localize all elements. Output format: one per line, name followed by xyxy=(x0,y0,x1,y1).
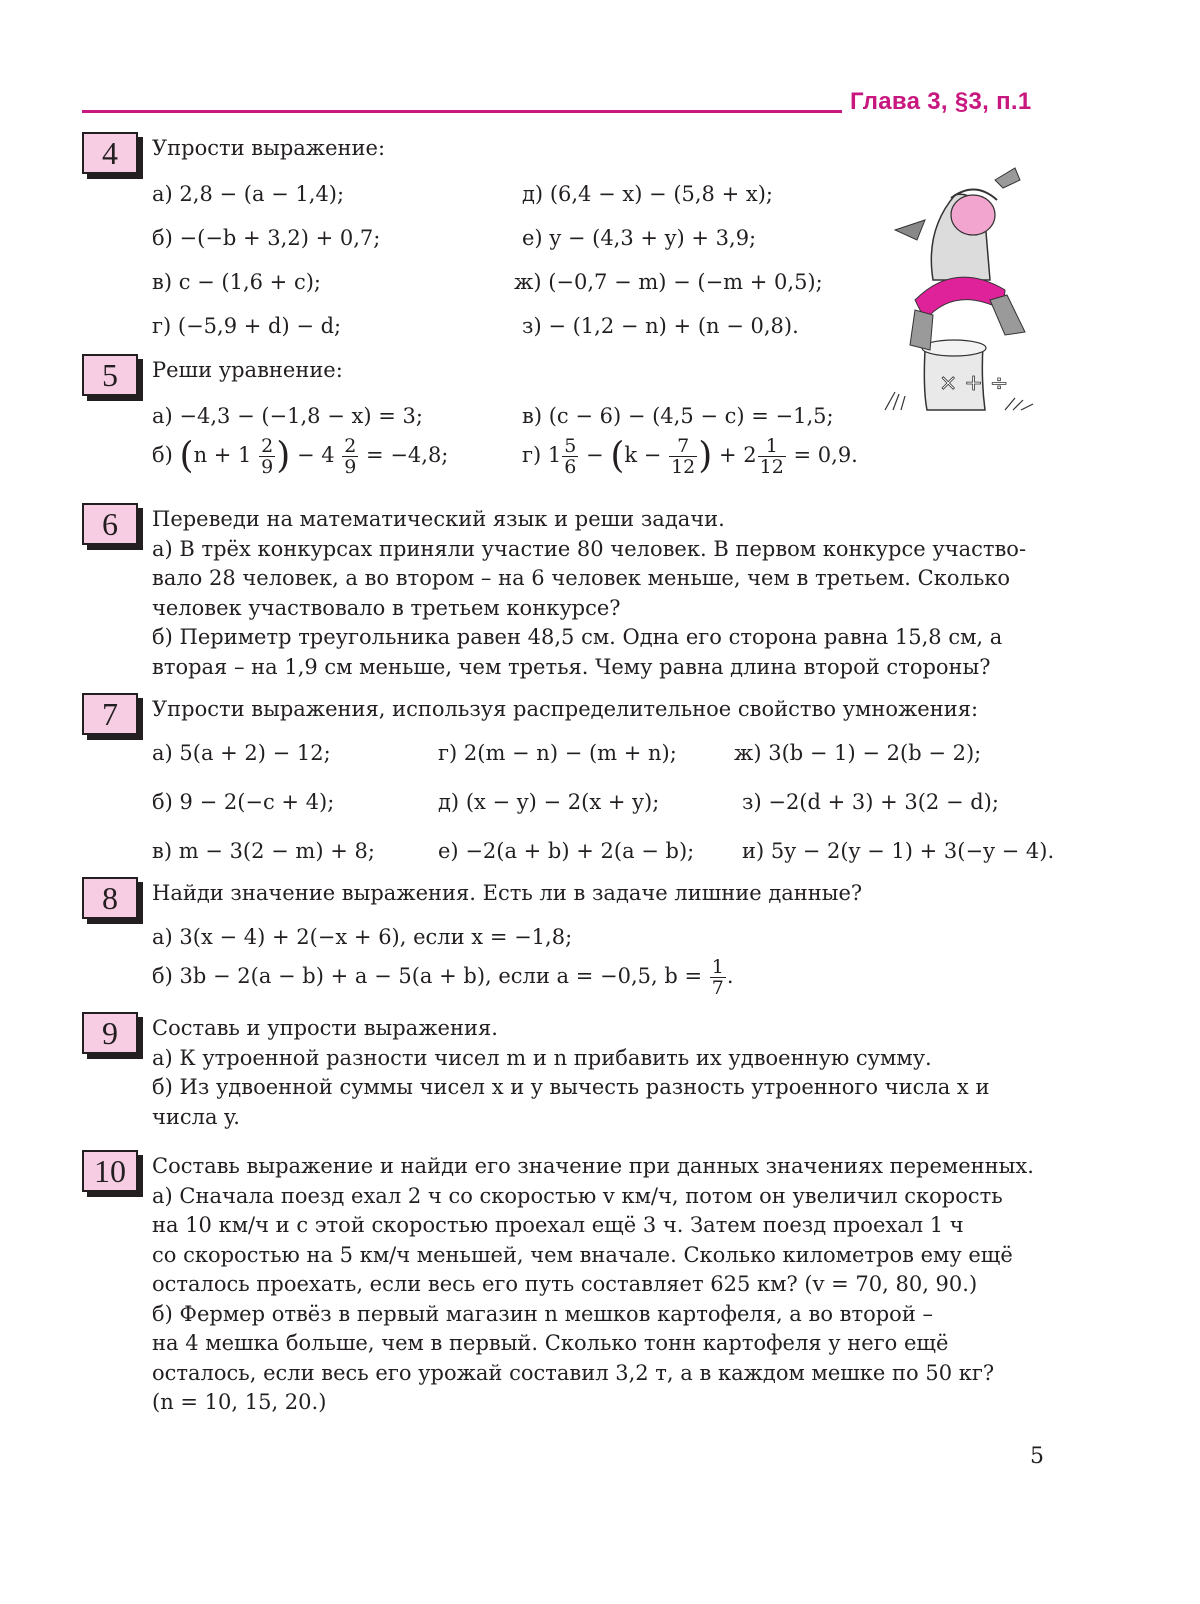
expression: m − 3(2 − m) + 8; xyxy=(178,838,375,863)
item-label: а) xyxy=(152,181,173,206)
item-label: д) xyxy=(438,789,460,814)
task-number-box: 8 xyxy=(82,877,138,919)
exercise-grid xyxy=(152,909,1072,1009)
exercise-item xyxy=(522,180,773,210)
chapter-header: Глава 3, §3, п.1 xyxy=(850,88,1032,115)
expression: y − (4,3 + y) + 3,9; xyxy=(549,225,757,250)
numerator: 7 xyxy=(669,436,697,457)
item-label: в) xyxy=(522,403,543,428)
expression: −2(d + 3) + 3(2 − d); xyxy=(768,789,999,814)
expression: −2(a + b) + 2(a − b); xyxy=(465,838,695,863)
item-label: и) xyxy=(742,838,765,863)
text-line: на 4 мешка больше, чем в первый. Сколько тонн картофеля у него ещё xyxy=(152,1331,949,1355)
header-rule xyxy=(82,110,842,113)
item-label: б) xyxy=(152,442,173,467)
exercise-item xyxy=(734,739,981,769)
item-label: з) xyxy=(742,789,762,814)
denominator: 6 xyxy=(564,455,577,478)
exercise-item xyxy=(152,923,572,953)
task-title: Составь и упрости выражения. xyxy=(152,1016,498,1040)
fraction xyxy=(342,436,358,477)
expression: 2(m − n) − (m + n); xyxy=(463,740,677,765)
exercise-item xyxy=(152,837,375,867)
expression: −(−b + 3,2) + 0,7; xyxy=(179,225,381,250)
expression: 5y − 2(y − 1) + 3(−y − 4). xyxy=(770,838,1055,863)
equation: −4,3 − (−1,8 − x) = 3; xyxy=(179,403,423,428)
expression-part: k − xyxy=(624,442,662,467)
exercise-item xyxy=(152,180,344,210)
numerator: 1 xyxy=(711,955,724,978)
expression-part: − 4 xyxy=(296,442,335,467)
text-line: на 10 км/ч и с этой скоростью проехал ещё 3 ч. Затем поезд проехал 1 ч xyxy=(152,1213,964,1237)
expression: 2,8 − (a − 1,4); xyxy=(179,181,345,206)
task-body xyxy=(152,356,1072,496)
item-label: з) xyxy=(522,313,542,338)
equation: (c − 6) − (4,5 − c) = −1,5; xyxy=(548,403,834,428)
task-body xyxy=(152,505,1072,682)
denominator: 12 xyxy=(671,455,696,478)
exercise-item xyxy=(152,224,380,254)
numerator: 5 xyxy=(564,434,577,457)
exercise-item xyxy=(152,957,734,998)
item-label: б) xyxy=(152,789,173,814)
numerator: 2 xyxy=(261,434,274,457)
item-label: в) xyxy=(152,269,173,294)
task-title: Упрости выражения, используя распределительное свойство умножения: xyxy=(152,697,979,721)
exercise-item xyxy=(522,224,756,254)
exercise-item xyxy=(152,402,423,432)
expression-part: . xyxy=(726,963,734,988)
item-label: а) xyxy=(152,924,173,949)
denominator: 9 xyxy=(261,455,274,478)
task-title: Составь выражение и найди его значение при данных значениях переменных. xyxy=(152,1154,1034,1178)
task-number-box: 6 xyxy=(82,503,138,545)
denominator: 7 xyxy=(711,976,724,999)
item-label: б) xyxy=(152,963,173,988)
text-line: а) В трёх конкурсах приняли участие 80 человек. В первом конкурсе участво- xyxy=(152,536,1027,561)
denominator: 12 xyxy=(759,455,784,478)
item-label: д) xyxy=(522,181,544,206)
text-line: а) Сначала поезд ехал 2 ч со скоростью v км/ч, потом он увеличил скорость xyxy=(152,1183,1003,1208)
page-number: 5 xyxy=(1030,1444,1044,1469)
expression: c − (1,6 + c); xyxy=(178,269,321,294)
fraction xyxy=(710,957,726,998)
fraction xyxy=(259,436,275,477)
item-label: а) xyxy=(152,740,173,765)
task-body xyxy=(152,879,1072,1009)
task-body xyxy=(152,1014,1072,1132)
text-line: вторая – на 1,9 см меньше, чем третья. Чему равна длина второй стороны? xyxy=(152,654,991,679)
item-label: а) xyxy=(152,403,173,428)
item-label: б) xyxy=(152,225,173,250)
item-label: е) xyxy=(522,225,543,250)
exercise-item xyxy=(742,837,1054,867)
denominator: 9 xyxy=(344,455,357,478)
equation-b xyxy=(152,436,448,477)
text-line: вало 28 человек, а во втором – на 6 человек меньше, чем в третьем. Сколько xyxy=(152,566,1011,590)
svg-text:× + ÷: × + ÷ xyxy=(939,371,1009,396)
task-number-box: 9 xyxy=(82,1012,138,1054)
exercise-item xyxy=(152,739,331,769)
big-parenthesis: ( xyxy=(610,435,625,476)
expression-part: n + 1 xyxy=(193,442,252,467)
item-label: ж) xyxy=(514,269,542,294)
item-label: г) xyxy=(522,442,542,467)
exercise-item xyxy=(514,268,823,298)
expression: 3(b − 1) − 2(b − 2); xyxy=(768,740,982,765)
fraction xyxy=(669,436,697,477)
text-line: осталось, если весь его урожай составил 3,2 т, а в каждом мешке по 50 кг? xyxy=(152,1360,995,1385)
exercise-item xyxy=(438,739,677,769)
item-label: ж) xyxy=(734,740,762,765)
expression-part: 1 xyxy=(547,442,562,467)
text-line: осталось проехать, если весь его путь составляет 625 км? (v = 70, 80, 90.) xyxy=(152,1272,978,1296)
exercise-item xyxy=(522,312,799,342)
expression: (x − y) − 2(x + y); xyxy=(465,789,660,814)
exercise-item xyxy=(522,402,834,432)
text-line: б) Фермер отвёз в первый магазин n мешков картофеля, а во второй – xyxy=(152,1301,933,1326)
expression: (6,4 − x) − (5,8 + x); xyxy=(549,181,773,206)
task-number-box: 7 xyxy=(82,693,138,735)
big-parenthesis: ) xyxy=(698,435,713,476)
exercise-item xyxy=(152,312,341,342)
item-label: е) xyxy=(438,838,459,863)
exercise-item xyxy=(152,788,334,818)
fraction xyxy=(758,436,786,477)
exercise-grid xyxy=(152,386,1072,496)
expression: 5(a + 2) − 12; xyxy=(179,740,331,765)
expression: 3(x − 4) + 2(−x + 6), если x = −1,8; xyxy=(179,924,573,949)
expression: 9 − 2(−c + 4); xyxy=(179,789,335,814)
task-title: Реши уравнение: xyxy=(152,358,343,382)
text-line: б) Периметр треугольника равен 48,5 см. Одна его сторона равна 15,8 см, а xyxy=(152,625,1003,649)
task-title: Найди значение выражения. Есть ли в задаче лишние данные? xyxy=(152,881,863,905)
task-body xyxy=(152,1152,1072,1418)
numerator: 2 xyxy=(344,434,357,457)
item-label: г) xyxy=(438,740,458,765)
exercise-item xyxy=(438,788,659,818)
text-line: (n = 10, 15, 20.) xyxy=(152,1390,327,1414)
numerator: 1 xyxy=(758,436,786,457)
item-label: в) xyxy=(152,838,173,863)
task-title: Переведи на математический язык и реши задачи. xyxy=(152,507,725,531)
task-body xyxy=(152,695,1072,875)
equation-g xyxy=(522,436,858,477)
expression-part: + 2 xyxy=(719,442,757,467)
big-parenthesis: ) xyxy=(276,435,291,476)
text-line: человек участвовало в третьем конкурсе? xyxy=(152,595,621,620)
expression: (−5,9 + d) − d; xyxy=(177,313,342,338)
expression: (−0,7 − m) − (−m + 0,5); xyxy=(548,269,823,294)
expression-part: = 0,9. xyxy=(793,442,858,467)
text-line: б) Из удвоенной суммы чисел x и y вычесть разность утроенного числа x и xyxy=(152,1075,990,1099)
text-line: а) К утроенной разности чисел m и n прибавить их удвоенную сумму. xyxy=(152,1045,932,1070)
exercise-item xyxy=(152,268,321,298)
exercise-grid xyxy=(152,725,1072,875)
expression-part: − xyxy=(586,442,604,467)
task-number-box: 4 xyxy=(82,132,138,174)
expression-part: = −4,8; xyxy=(366,442,449,467)
big-parenthesis: ( xyxy=(179,435,194,476)
item-label: г) xyxy=(152,313,172,338)
exercise-item xyxy=(742,788,999,818)
expression: − (1,2 − n) + (n − 0,8). xyxy=(548,313,799,338)
exercise-item xyxy=(438,837,694,867)
task-number-box: 10 xyxy=(82,1150,138,1192)
task-title: Упрости выражение: xyxy=(152,136,386,160)
text-line: со скоростью на 5 км/ч меньшей, чем вначале. Сколько километров ему ещё xyxy=(152,1242,1013,1267)
expression: 3b − 2(a − b) + a − 5(a + b), если a = −0,5, b = xyxy=(179,963,703,988)
text-line: числа y. xyxy=(152,1104,240,1129)
fraction xyxy=(562,436,578,477)
task-number-box: 5 xyxy=(82,354,138,396)
